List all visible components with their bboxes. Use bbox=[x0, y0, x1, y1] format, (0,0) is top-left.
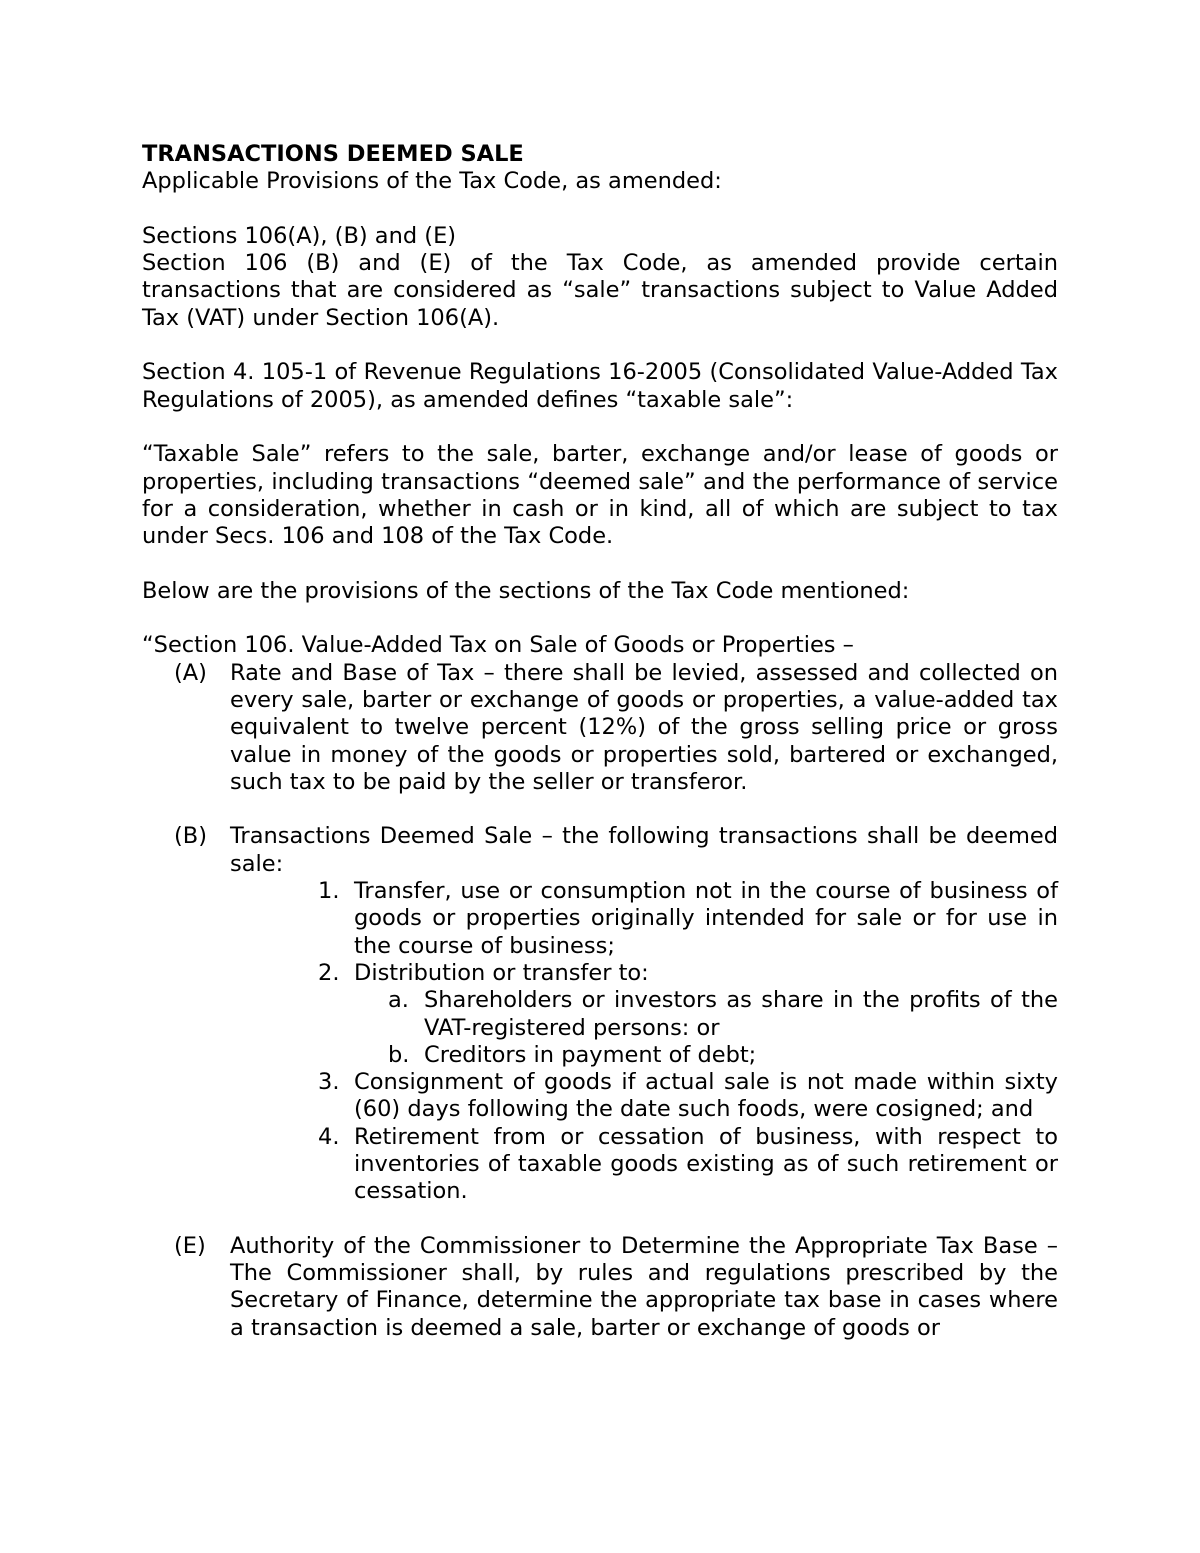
list-text: Retirement from or cessation of business, with respect to inventories of taxable goods existing as of such retirement or cessation. bbox=[354, 1123, 1058, 1205]
section-marker: (B) bbox=[174, 823, 207, 850]
spacer bbox=[142, 414, 1058, 441]
section-marker: (E) bbox=[174, 1232, 206, 1259]
list-marker: a. bbox=[388, 987, 409, 1014]
list-marker: 4. bbox=[318, 1123, 340, 1150]
list-item-2a bbox=[142, 987, 1058, 1042]
spacer bbox=[142, 796, 1058, 823]
section-item-b bbox=[142, 823, 1058, 878]
list-item-3 bbox=[142, 1069, 1058, 1124]
paragraph-3: “Taxable Sale” refers to the sale, barter, exchange and/or lease of goods or properties, including transactions “deemed sale” and the performance of service for a consideration, whether in cash or in kind, all of which are subject to tax under Secs. 106 and 108 of the Tax Code. bbox=[142, 441, 1058, 550]
spacer bbox=[142, 550, 1058, 577]
quote-heading: “Section 106. Value-Added Tax on Sale of Goods or Properties – bbox=[142, 632, 854, 659]
list-item-4 bbox=[142, 1124, 1058, 1206]
list-marker: 3. bbox=[318, 1069, 340, 1096]
list-text: Distribution or transfer to: bbox=[354, 959, 649, 986]
paragraph-4: Below are the provisions of the sections of the Tax Code mentioned: bbox=[142, 577, 910, 604]
section-text: Rate and Base of Tax – there shall be levied, assessed and collected on every sale, barter or exchange of goods or properties, a value-added tax equivalent to twelve percent (12%) of the gross selling price or gross value in money of the goods or properties sold, bartered or exchanged, such tax to be paid by the seller or transferor. bbox=[230, 659, 1058, 795]
spacer bbox=[142, 1206, 1058, 1233]
list-text: Transfer, use or consumption not in the course of business of goods or properties originally intended for sale or for use in the course of business; bbox=[354, 878, 1058, 959]
spacer bbox=[142, 196, 1058, 223]
spacer bbox=[142, 605, 1058, 632]
document-title: TRANSACTIONS DEEMED SALE bbox=[142, 141, 524, 167]
section-item-a bbox=[142, 660, 1058, 796]
numbered-list bbox=[142, 878, 1058, 1206]
list-text: Creditors in payment of debt; bbox=[424, 1041, 757, 1068]
document-subtitle: Applicable Provisions of the Tax Code, as amended: bbox=[142, 168, 722, 195]
section-text: Authority of the Commissioner to Determine the Appropriate Tax Base – The Commissioner shall, by rules and regulations prescribed by the Secretary of Finance, determine the appropriate tax base in cases where a transaction is deemed a sale, barter or exchange of goods or bbox=[230, 1232, 1058, 1341]
section-item-e bbox=[142, 1233, 1058, 1342]
list-item-2 bbox=[142, 960, 1058, 987]
spacer bbox=[142, 332, 1058, 359]
list-text: Consignment of goods if actual sale is not made within sixty (60) days following the date such foods, were cosigned; and bbox=[354, 1069, 1058, 1123]
section-text: Transactions Deemed Sale – the following transactions shall be deemed sale: bbox=[230, 823, 1058, 877]
section-marker: (A) bbox=[174, 659, 207, 686]
document-page bbox=[142, 141, 1058, 1342]
list-text: Shareholders or investors as share in the profits of the VAT-registered persons: or bbox=[424, 987, 1058, 1041]
paragraph-1: Section 106 (B) and (E) of the Tax Code, as amended provide certain transactions that are considered as “sale” transactions subject to Value Added Tax (VAT) under Section 106(A). bbox=[142, 250, 1058, 331]
list-item-2b bbox=[142, 1042, 1058, 1069]
list-marker: 2. bbox=[318, 959, 340, 986]
sections-heading: Sections 106(A), (B) and (E) bbox=[142, 222, 457, 249]
paragraph-2: Section 4. 105-1 of Revenue Regulations 16-2005 (Consolidated Value-Added Tax Regulations of 2005), as amended defines “taxable sale”: bbox=[142, 359, 1058, 413]
list-marker: 1. bbox=[318, 878, 340, 905]
list-item-1 bbox=[142, 878, 1058, 960]
list-marker: b. bbox=[388, 1041, 410, 1068]
